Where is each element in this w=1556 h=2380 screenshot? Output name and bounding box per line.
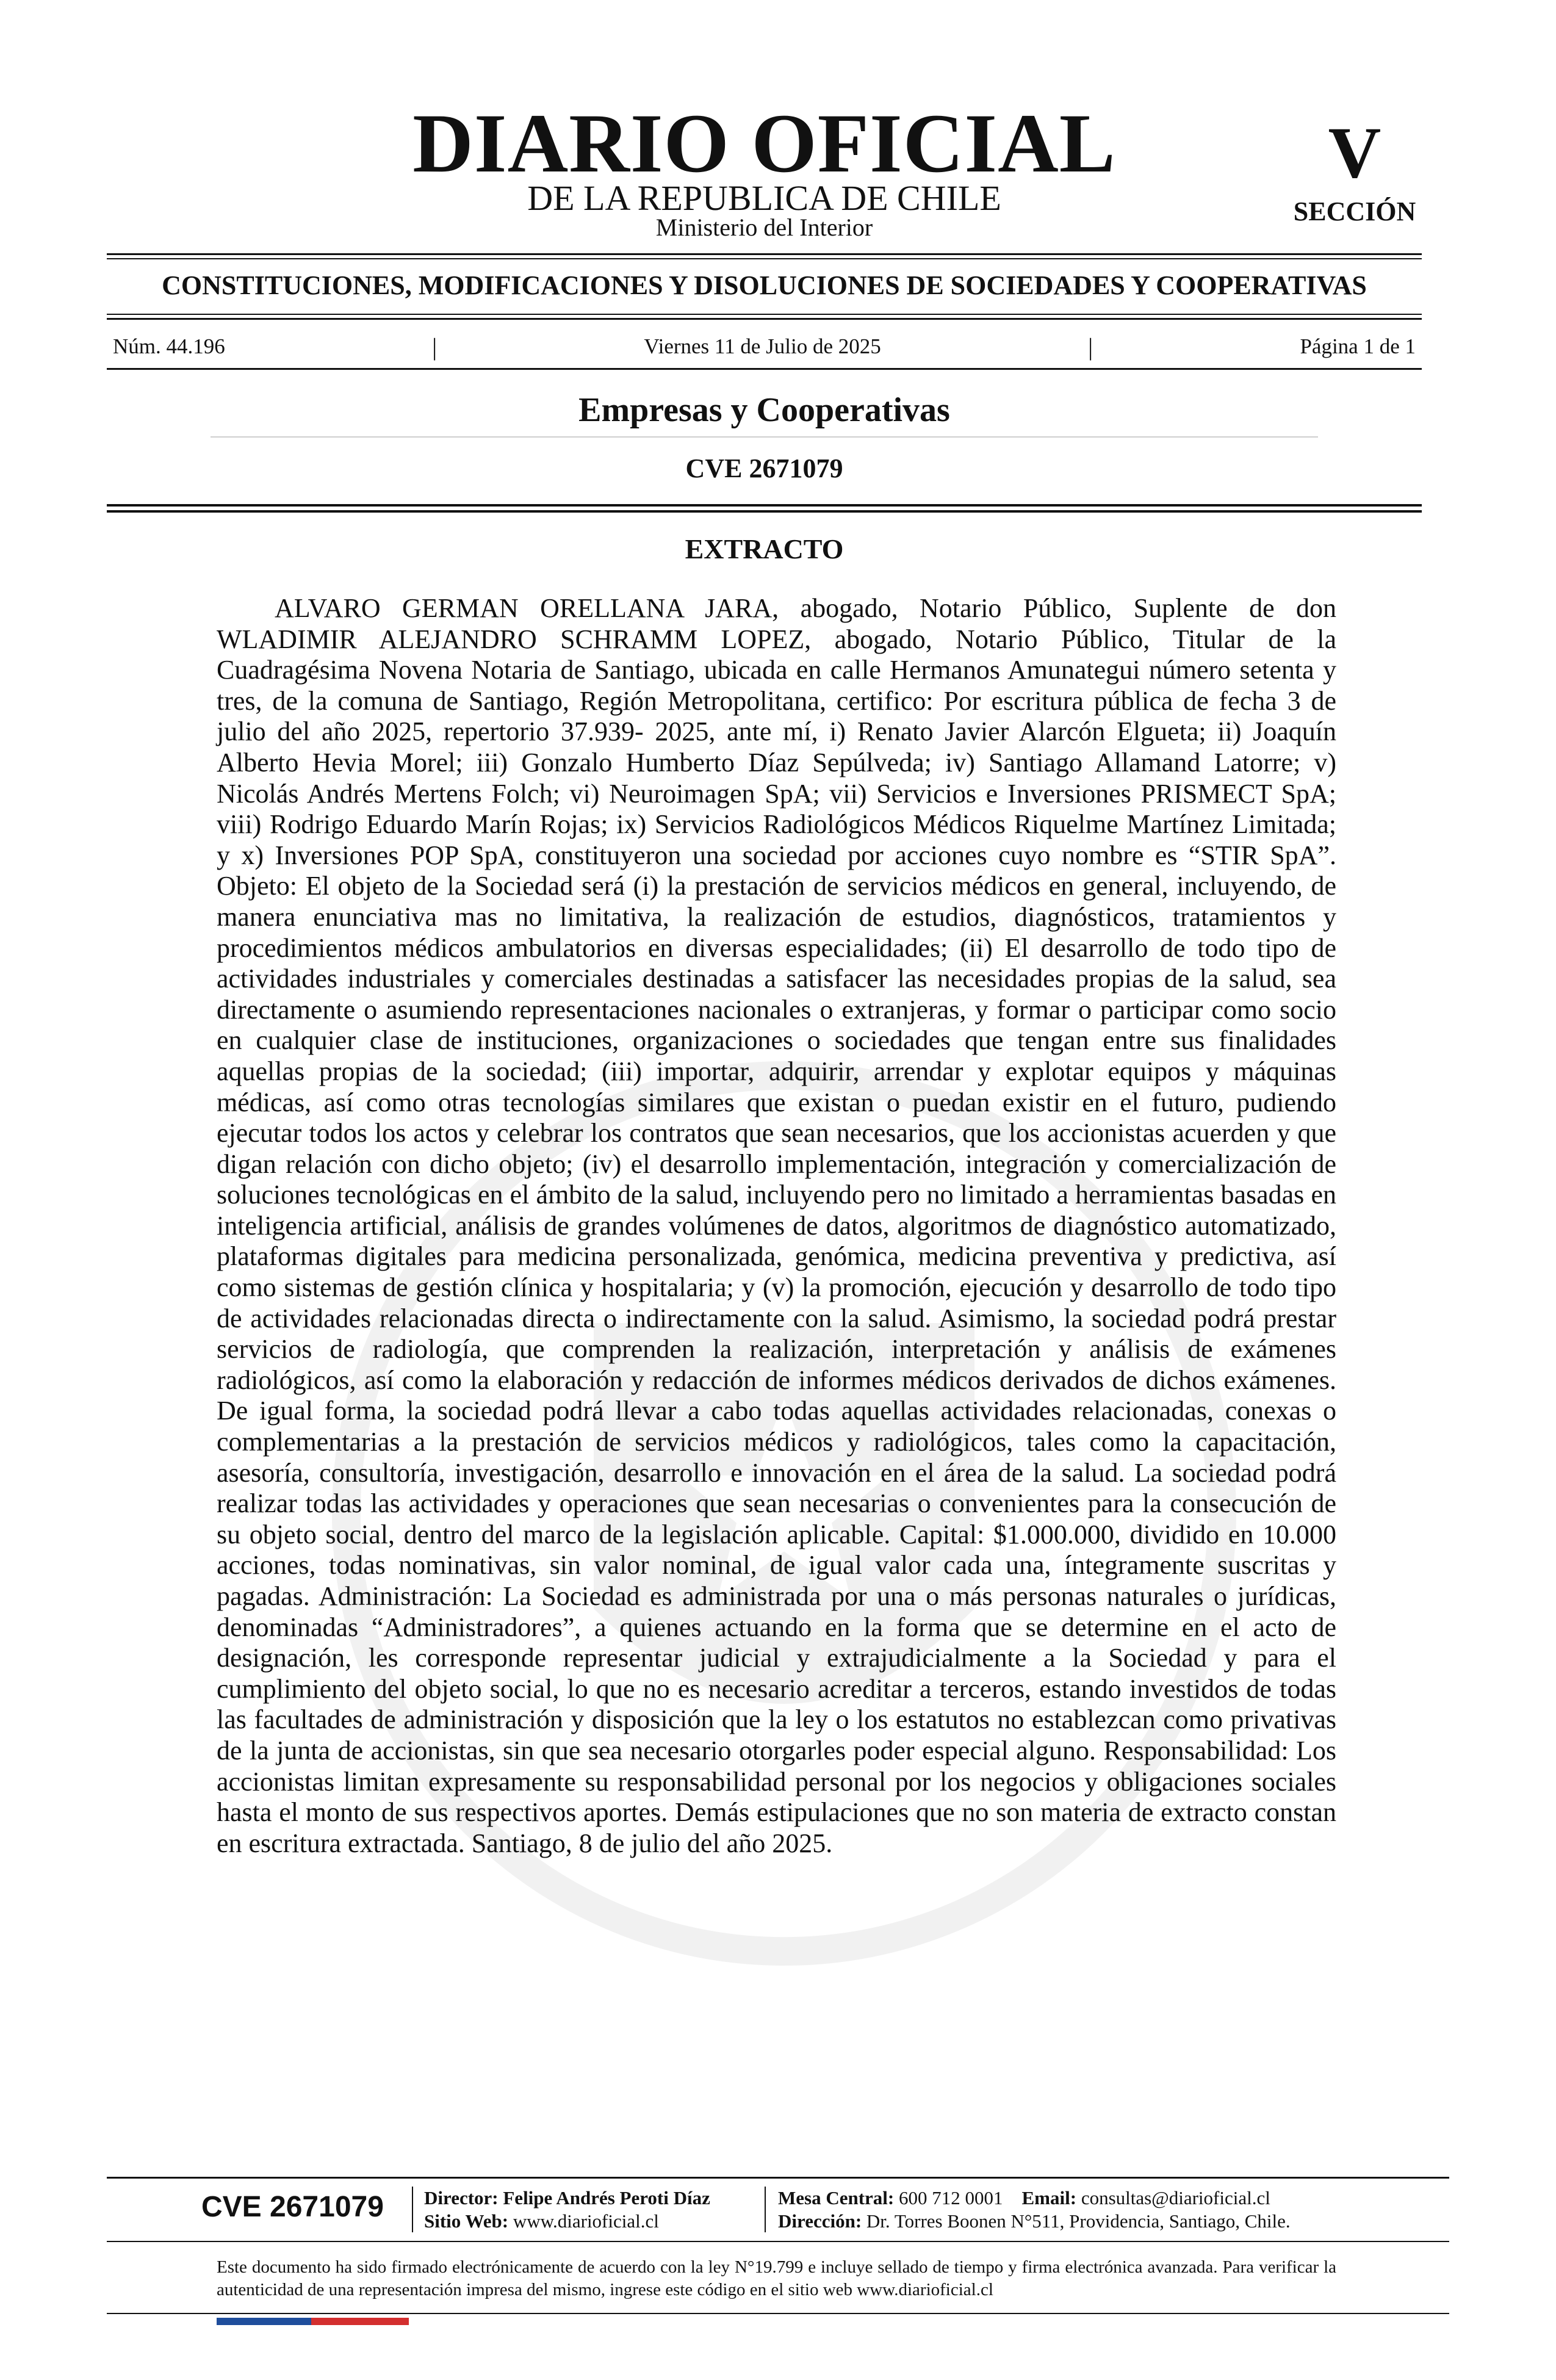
meta-separator: | bbox=[1088, 333, 1093, 361]
footer-contact-block bbox=[778, 2187, 1291, 2233]
divider bbox=[107, 258, 1422, 259]
thin-divider bbox=[211, 436, 1318, 438]
newspaper-subtitle: DE LA REPUBLICA DE CHILE bbox=[527, 178, 1001, 218]
divider bbox=[107, 510, 1422, 513]
category-banner: CONSTITUCIONES, MODIFICACIONES Y DISOLUCIONES DE SOCIEDADES Y COOPERATIVAS bbox=[162, 270, 1367, 300]
footer-separator bbox=[765, 2187, 766, 2232]
email-link[interactable]: consultas@diarioficial.cl bbox=[1081, 2187, 1270, 2209]
divider bbox=[107, 314, 1422, 315]
cve-code: CVE 2671079 bbox=[685, 453, 843, 483]
footer-divider bbox=[107, 2177, 1449, 2179]
footer-divider bbox=[107, 2241, 1449, 2242]
footer-divider bbox=[107, 2313, 1449, 2314]
email-label: Email: bbox=[1021, 2187, 1077, 2209]
divider bbox=[107, 253, 1422, 255]
document-title: EXTRACTO bbox=[685, 533, 844, 564]
issue-number: Núm. 44.196 bbox=[113, 334, 225, 358]
divider bbox=[107, 318, 1422, 320]
website-label: Sitio Web: bbox=[424, 2210, 509, 2232]
website-link[interactable]: www.diarioficial.cl bbox=[513, 2210, 659, 2232]
flag-stripe-red bbox=[311, 2318, 409, 2325]
section-number: V bbox=[1328, 112, 1381, 193]
phone-label: Mesa Central: bbox=[778, 2187, 895, 2209]
masthead bbox=[107, 98, 1422, 250]
footer-cve-code: CVE 2671079 bbox=[201, 2191, 384, 2223]
ministry-label: Ministerio del Interior bbox=[655, 214, 873, 241]
meta-separator: | bbox=[432, 333, 438, 361]
footer-separator bbox=[412, 2187, 413, 2232]
address-text: Dr. Torres Boonen N°511, Providencia, Santiago, Chile. bbox=[866, 2210, 1291, 2232]
section-heading: Empresas y Cooperativas bbox=[578, 391, 950, 429]
flag-stripe-blue bbox=[217, 2318, 311, 2325]
divider bbox=[107, 504, 1422, 507]
address-label: Dirección: bbox=[778, 2210, 862, 2232]
signature-notice: Este documento ha sido firmado electrónicamente de acuerdo con la ley N°19.799 e incluye sellado de tiempo y firma electrónica avanzada. Para verificar la autenticidad de una representación impresa del mismo, ingrese este código en el sitio web www.diarioficial.cl bbox=[217, 2257, 1336, 2299]
director-name: Felipe Andrés Peroti Díaz bbox=[503, 2187, 710, 2209]
issue-date: Viernes 11 de Julio de 2025 bbox=[644, 334, 881, 358]
newspaper-title: DIARIO OFICIAL bbox=[412, 96, 1116, 190]
section-label: SECCIÓN bbox=[1293, 197, 1416, 226]
phone-number: 600 712 0001 bbox=[899, 2187, 1003, 2209]
issue-meta bbox=[113, 331, 1416, 362]
extract-body: ALVARO GERMAN ORELLANA JARA, abogado, Notario Público, Suplente de don WLADIMIR ALEJANDRO SCHRAMM LOPEZ, abogado, Notario Público, Titular de la Cuadragésima Novena Notaria de Santiago, ubicada en calle Hermanos Amunategui número setenta y tres, de la comuna de Santiago, Región Metropolitana, certifico: Por escritura pública de fecha 3 de julio del año 2025, repertorio 37.939- 2025, ante mí, i) Renato Javier Alarcón Elgueta; ii) Joaquín Alberto Hevia Morel; iii) Gonzalo Humberto Díaz Sepúlveda; iv) Santiago Allamand Latorre; v) Nicolás Andrés Mertens Folch; vi) Neuroimagen SpA; vii) Servicios e Inversiones PRISMECT SpA; viii) Rodrigo Eduardo Marín Rojas; ix) Servicios Radiológicos Médicos Riquelme Martínez Limitada; y x) Inversiones POP SpA, constituyeron una sociedad por acciones cuyo nombre es “STIR SpA”. Objeto: El objeto de la Sociedad será (i) la prestación de servicios médicos en general, incluyendo, de manera enunciativa mas no limitativa, la realización de estudios, diagnósticos, tratamientos y procedimientos médicos ambulatorios en diversas especialidades; (ii) El desarrollo de todo tipo de actividades industriales y comerciales destinadas a satisfacer las necesidades propias de la salud, sea directamente o asumiendo representaciones nacionales o extranjeras, y formar o participar como socio en cualquier clase de instituciones, organizaciones o sociedades que tengan entre sus finalidades aquellas propias de la sociedad; (iii) importar, adquirir, arrendar y explotar equipos y máquinas médicas, así como otras tecnologías similares que existan o puedan existir en el futuro, pudiendo ejecutar todos los actos y celebrar los contratos que sean necesarios, que los accionistas acuerden y que digan relación con dicho objeto; (iv) el desarrollo implementación, integración y comercialización de soluciones tecnológicas en el ámbito de la salud, incluyendo pero no limitado a herramientas basadas en inteligencia artificial, análisis de grandes volúmenes de datos, algoritmos de diagnóstico automatizado, plataformas digitales para medicina personalizada, genómica, medicina preventiva y predictiva, así como sistemas de gestión clínica y hospitalaria; y (v) la promoción, ejecución y desarrollo de todo tipo de actividades relacionadas directa o indirectamente con la salud. Asimismo, la sociedad podrá prestar servicios de radiología, que comprenden la realización, interpretación y análisis de exámenes radiológicos, así como la elaboración y redacción de informes médicos derivados de dichos exámenes. De igual forma, la sociedad podrá llevar a cabo todas aquellas actividades relacionadas, conexas o complementarias a la prestación de servicios médicos y radiológicos, tales como la capacitación, asesoría, consultoría, investigación, desarrollo e innovación en el área de la salud. La sociedad podrá realizar todas las actividades y operaciones que sean necesarias o convenientes para la consecución de su objeto social, dentro del marco de la legislación aplicable. Capital: $1.000.000, dividido en 10.000 acciones, todas nominativas, sin valor nominal, de igual valor cada una, íntegramente suscritas y pagadas. Administración: La Sociedad es administrada por una o más personas naturales o jurídicas, denominadas “Administradores”, a quienes actuando en la forma que se determine en el acto de designación, les corresponde representar judicial y extrajudicialmente a la Sociedad y para el cumplimiento del objeto social, lo que no es necesario acreditar a terceros, estando investidos de todas las facultades de administración y disposición que la ley o los estatutos no establezcan como privativas de la junta de accionistas, sin que sea necesario otorgarles poder especial alguno. Responsabilidad: Los accionistas limitan expresamente su responsabilidad personal por los negocios y obligaciones sociales hasta el monto de sus respectivos aportes. Demás estipulaciones que no son materia de extracto constan en escritura extractada. Santiago, 8 de julio del año 2025. bbox=[217, 593, 1336, 1858]
director-label: Director: bbox=[424, 2187, 499, 2209]
footer-director-block bbox=[424, 2187, 710, 2233]
divider bbox=[107, 368, 1422, 370]
page-indicator: Página 1 de 1 bbox=[1300, 334, 1416, 358]
